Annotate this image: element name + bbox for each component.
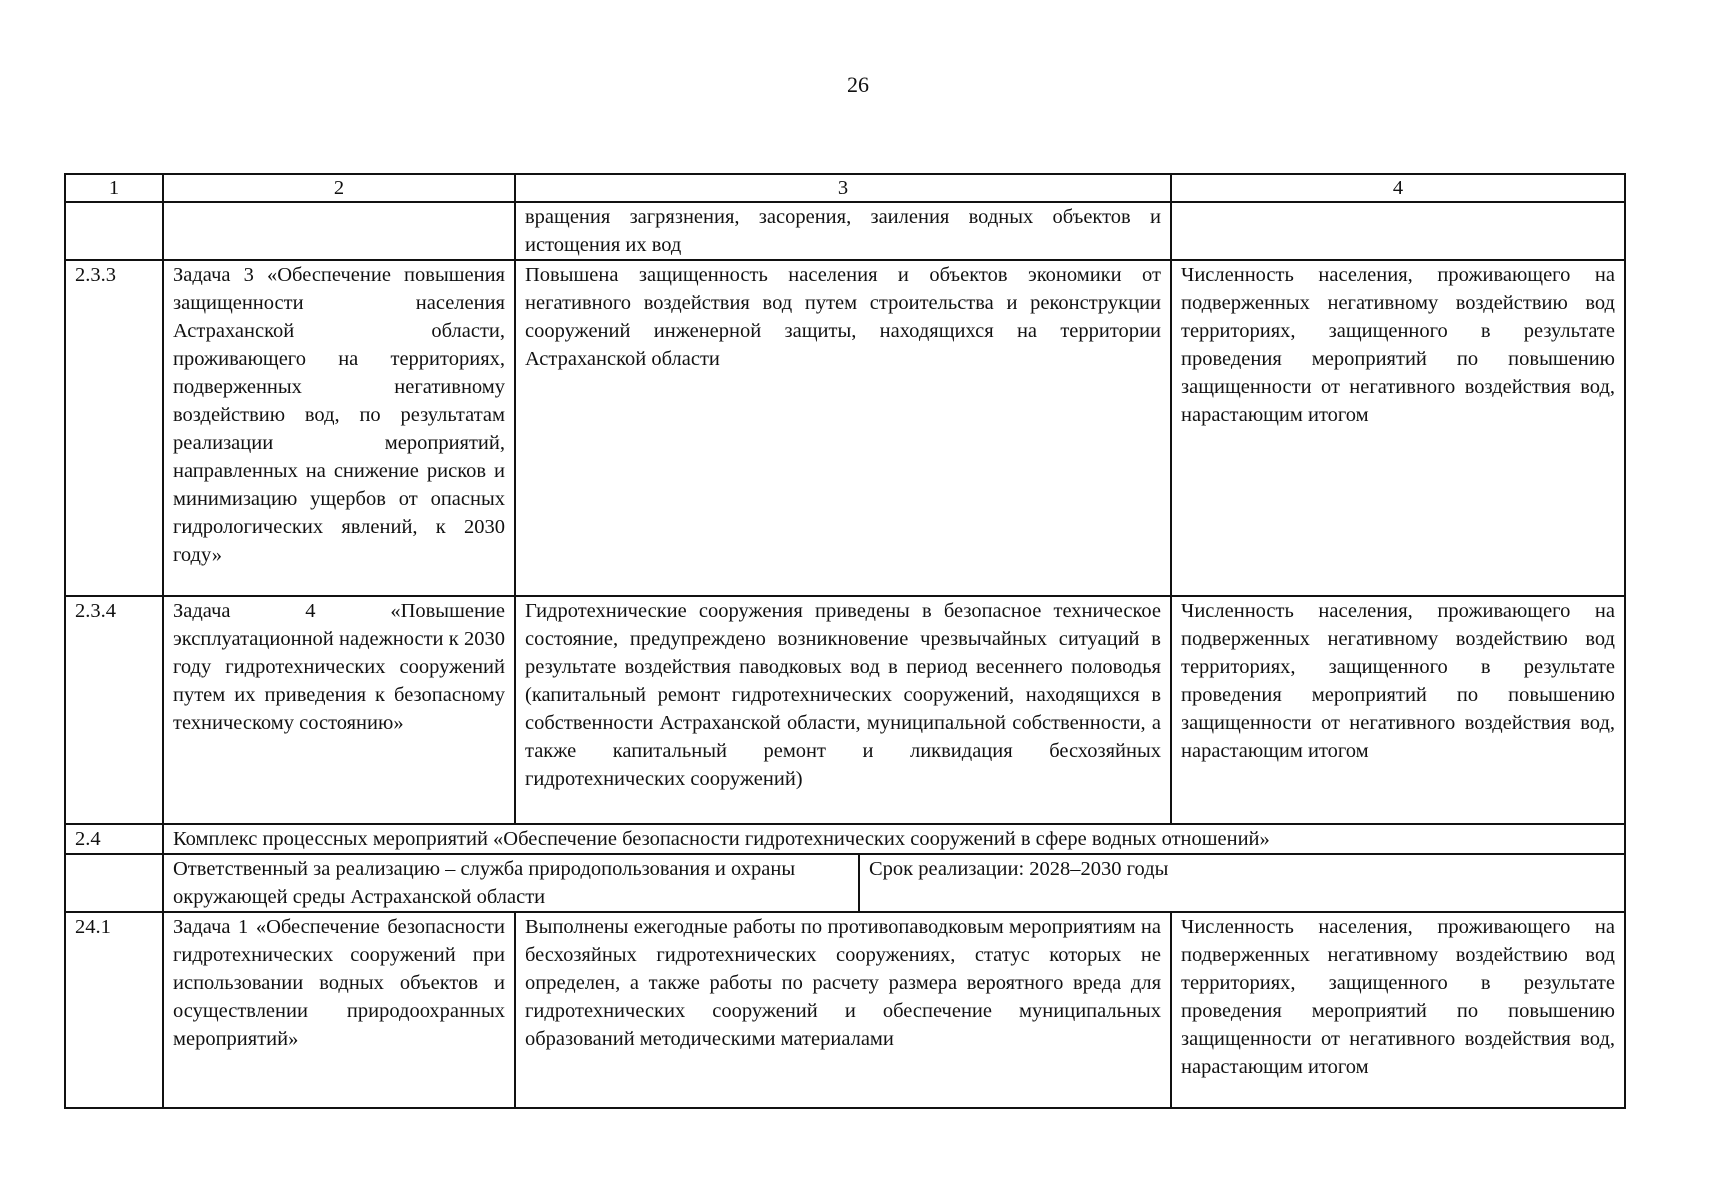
- table-row: [65, 596, 1625, 824]
- continuation-row: [65, 202, 1625, 260]
- complex-title: Комплекс процессных мероприятий «Обеспечение безопасности гидротехнических сооружений в сфере водных отношений»: [163, 824, 1625, 854]
- table-row: [65, 912, 1625, 1108]
- responsible-num-cell: [65, 854, 163, 912]
- continuation-task-cell: [163, 202, 515, 260]
- responsible-row: [65, 854, 1625, 912]
- row-number: 2.3.4: [65, 596, 163, 824]
- task-cell: Задача 1 «Обеспечение безопасности гидротехнических сооружений при использовании водных объектов и осуществлении природоохранных мероприятий»: [163, 912, 515, 1108]
- continuation-result-cell: вращения загрязнения, засорения, заиления водных объектов и истощения их вод: [515, 202, 1171, 260]
- responsible-cell: [163, 854, 1625, 912]
- indicator-cell: Численность населения, проживающего на подверженных негативному воздействию вод территориях, защищенного в результате проведения мероприятий по повышению защищенности от негативного воздействия вод, нарастающим итогом: [1171, 596, 1625, 824]
- continuation-num-cell: [65, 202, 163, 260]
- continuation-indicator-cell: [1171, 202, 1625, 260]
- responsible-text: Ответственный за реализацию – служба природопользования и охраны окружающей среды Астраханской области: [164, 855, 860, 911]
- complex-number: 2.4: [65, 824, 163, 854]
- row-number: 2.3.3: [65, 260, 163, 596]
- header-col-3: 3: [515, 174, 1171, 202]
- result-cell: Выполнены ежегодные работы по противопаводковым мероприятиям на бесхозяйных гидротехнических сооружениях, статус которых не определен, а также работы по расчету размера вероятного вреда для гидротехнических сооружений и обеспечение муниципальных образований методическими материалами: [515, 912, 1171, 1108]
- header-col-2: 2: [163, 174, 515, 202]
- measures-table: [64, 173, 1626, 1109]
- term-text: Срок реализации: 2028–2030 годы: [869, 858, 1169, 880]
- header-col-4: 4: [1171, 174, 1625, 202]
- table-row: [65, 260, 1625, 596]
- header-col-1: 1: [65, 174, 163, 202]
- indicator-cell: Численность населения, проживающего на подверженных негативному воздействию вод территориях, защищенного в результате проведения мероприятий по повышению защищенности от негативного воздействия вод, нарастающим итогом: [1171, 912, 1625, 1108]
- responsible-split: [164, 855, 1624, 911]
- row-number: 24.1: [65, 912, 163, 1108]
- complex-row: [65, 824, 1625, 854]
- task-cell: Задача 3 «Обеспечение повышения защищенности населения Астраханской области, проживающего на территориях, подверженных негативному воздействию вод, по результатам реализации мероприятий, направленных на снижение рисков и минимизацию ущербов от опасных гидрологических явлений, к 2030 году»: [163, 260, 515, 596]
- page-number: 26: [847, 72, 869, 97]
- result-cell: Повышена защищенность населения и объектов экономики от негативного воздействия вод путем строительства и реконструкции сооружений инженерной защиты, находящихся на территории Астраханской области: [515, 260, 1171, 596]
- indicator-cell: Численность населения, проживающего на подверженных негативному воздействию вод территориях, защищенного в результате проведения мероприятий по повышению защищенности от негативного воздействия вод, нарастающим итогом: [1171, 260, 1625, 596]
- result-cell: Гидротехнические сооружения приведены в безопасное техническое состояние, предупреждено возникновение чрезвычайных ситуаций в результате воздействия паводковых вод в период весеннего половодья (капитальный ремонт гидротехнических сооружений, находящихся в собственности Астраханской области, муниципальной собственности, а также капитальный ремонт и ликвидация бесхозяйных гидротехнических сооружений): [515, 596, 1171, 824]
- task-cell: Задача 4 «Повышение эксплуатационной надежности к 2030 году гидротехнических сооружений путем их приведения к безопасному техническому состоянию»: [163, 596, 515, 824]
- header-row: [65, 174, 1625, 202]
